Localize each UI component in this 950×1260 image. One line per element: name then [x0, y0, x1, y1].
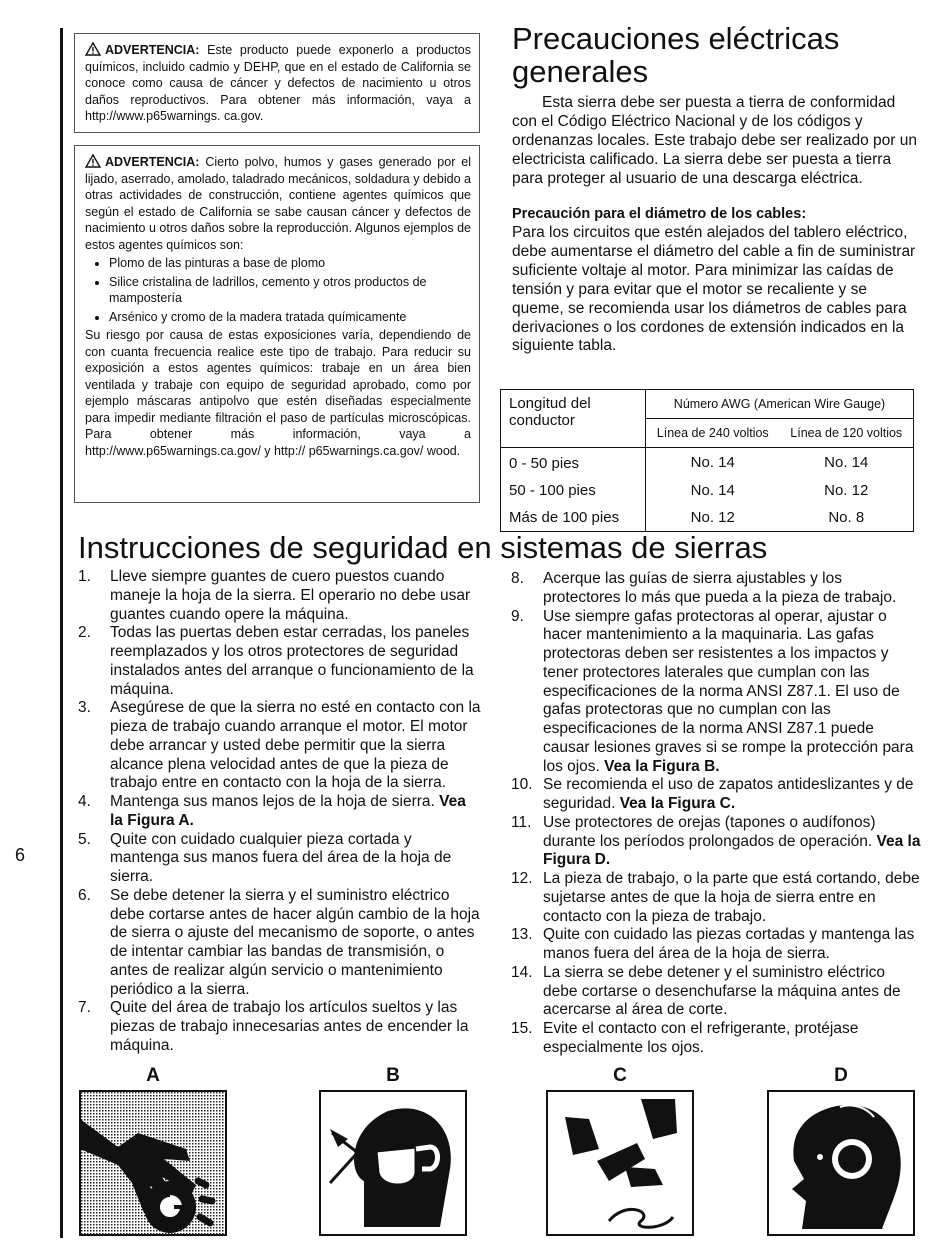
- item-text: Quite del área de trabajo los artículos sueltos y las piezas de trabajo innecesarias antes de encender la máquina.: [110, 999, 469, 1054]
- list-item: [78, 999, 483, 1055]
- warning-text: Cierto polvo, humos y gases generado por el lijado, aserrado, amolado, taladrado mecánicos, soldadura y debido a otras actividades de construcción, contiene agentes químicos que según el estado de California se sabe causan cáncer y defectos de nacimiento u otros daños sobre la reproducción. Algunos ejemplos de estos agentes químicos son:: [85, 155, 471, 252]
- warning-closing-text: Su riesgo por causa de estas exposiciones varía, dependiendo de con cuanta frecuencia realice este tipo de trabajo. Para reducir su exposición a estos agentes químicos: trabaje en un área bien ventilada y trabaje con equipo de seguridad aprobado, como por ejemplo máscaras antipolvo que estén diseñadas especialmente para impedir mediante filtración el paso de partículas microscópicas. Para obtener más información, vaya a http://www.p65warnings.ca.gov/ y http:// p65warnings.ca.gov/ wood.: [85, 328, 471, 458]
- item-number: 6.: [78, 886, 91, 904]
- chemical-list: [85, 255, 471, 325]
- item-text: Acerque las guías de sierra ajustables y los protectores lo más que pueda a la pieza de trabajo.: [543, 570, 897, 606]
- list-item: [511, 608, 921, 777]
- safety-list-left: [78, 568, 483, 1056]
- item-number: 12.: [511, 870, 533, 887]
- item-number: 11.: [511, 813, 532, 831]
- list-item: [511, 926, 921, 964]
- cell-240: No. 14: [690, 454, 735, 471]
- item-number: 4.: [78, 793, 91, 810]
- item-text: Se recomienda el uso de zapatos antideslizantes y de seguridad. Vea la Figura C.: [543, 776, 914, 812]
- figure-c: [545, 1065, 695, 1237]
- item-text: Lleve siempre guantes de cuero puestos cuando maneje la hoja de la sierra. El operario no debe usar guantes cuando opere la máquina.: [110, 568, 471, 623]
- item-number: 14.: [511, 963, 533, 981]
- table-header-240: Línea de 240 voltios: [646, 419, 780, 448]
- cell-240: No. 14: [690, 482, 735, 499]
- item-number: 3.: [78, 699, 91, 717]
- cell-120: No. 12: [780, 477, 914, 504]
- section-title-electrical: Precauciones eléctricas generales: [512, 21, 840, 90]
- item-number: 1.: [78, 568, 91, 585]
- item-text: La sierra se debe detener y el suministro eléctrico debe cortarse o desenchufarse la máquina antes de acercarse al área de corte.: [543, 963, 901, 1019]
- list-item: [511, 870, 921, 926]
- item-text: Use siempre gafas protectoras al operar, ajustar o hacer mantenimiento a la maquinaria. Las gafas protectoras deben ser resistentes a los impactos y tener protectores laterales que cumplan con las especificaciones de la norma ANSI Z87.1. El uso de gafas protectoras que no cumplan con las especificaciones de la norma ANSI Z87.1 puede causar lesiones graves si se rompe la protección para los ojos. Vea la Figura B.: [543, 607, 914, 775]
- figure-label: B: [386, 1065, 400, 1086]
- safety-glasses-icon: [318, 1089, 468, 1237]
- warning-triangle-icon: [85, 42, 101, 56]
- figure-label: D: [834, 1065, 848, 1086]
- item-text: Asegúrese de que la sierra no esté en contacto con la pieza de trabajo cuando arranque el motor. El motor debe arrancar y usted debe permitir que la sierra alcance plena velocidad antes de que la pieza de trabajo entre en contacto con la hoja de la sierra.: [110, 699, 481, 792]
- safety-list-right: [511, 570, 921, 1058]
- figure-label: C: [613, 1065, 627, 1086]
- page-number: 6: [15, 845, 26, 865]
- item-number: 8.: [511, 570, 524, 587]
- figure-a: [78, 1065, 228, 1237]
- list-item: [78, 699, 483, 793]
- item-text: Todas las puertas deben estar cerradas, los paneles reemplazados y los otros protectores de seguridad instalados antes del arranque o funcionamiento de la máquina.: [110, 624, 474, 698]
- item-number: 5.: [78, 830, 91, 848]
- cable-paragraph: Para los circuitos que estén alejados del tablero eléctrico, debe aumentarse el diámetro del cable a fin de suministrar suficiente voltaje al motor. Para minimizar las caídas de tensión y para evitar que el motor se recaliente y se queme, se recomienda usar los diámetros de cables para derivaciones o los cordones de extensión indicados en la siguiente tabla.: [512, 224, 916, 355]
- warning-text: Este producto puede exponerlo a productos químicos, incluido cadmio y DEHP, que en el estado de California se conoce como causa de cáncer y defectos de nacimiento u otros daños reproductivos. Para obtener más información, vaya a http://www.p65warnings. ca.gov.: [85, 43, 471, 123]
- item-text: Use protectores de orejas (tapones o audífonos) durante los períodos prolongados de operación. Vea la Figura D.: [543, 813, 921, 869]
- cell-120: No. 8: [780, 504, 914, 532]
- section-title-safety: Instrucciones de seguridad en sistemas de sierras: [78, 530, 768, 565]
- warning-label: ADVERTENCIA:: [105, 155, 200, 169]
- table-row: [501, 504, 914, 532]
- list-item: • Silice cristalina de ladrillos, cemento y otros productos de mampostería: [109, 274, 471, 307]
- list-item: [511, 776, 921, 814]
- list-item: [78, 831, 483, 887]
- table-row: [501, 448, 914, 478]
- list-item: • Arsénico y cromo de la madera tratada químicamente: [109, 309, 471, 326]
- margin-rule: [60, 28, 63, 1238]
- list-item: [511, 814, 921, 870]
- hand-near-blade-icon: [78, 1089, 228, 1237]
- cell-240: No. 12: [646, 504, 780, 532]
- figure-label: A: [146, 1065, 160, 1086]
- warning-box-cadmium: [74, 33, 480, 133]
- figure-b: [318, 1065, 468, 1237]
- item-text: Quite con cuidado las piezas cortadas y mantenga las manos fuera del área de la hoja de sierra.: [543, 926, 915, 962]
- table-header-length: Longitud del conductor: [501, 390, 646, 448]
- list-item: [511, 1020, 921, 1058]
- item-text: Quite con cuidado cualquier pieza cortada y mantenga sus manos fuera del área de la hoja de sierra.: [110, 830, 452, 885]
- table-row: [501, 477, 914, 504]
- slip-resistant-shoes-icon: [545, 1089, 695, 1237]
- list-item: • Plomo de las pinturas a base de plomo: [109, 255, 471, 272]
- list-item: [511, 570, 921, 608]
- list-item: [78, 624, 483, 699]
- cell-length: 0 - 50 pies: [501, 448, 646, 478]
- item-text: La pieza de trabajo, o la parte que está cortando, debe sujetarse antes de que la hoja de sierra entre en contacto con la pieza de trabajo.: [543, 870, 920, 925]
- item-text: Se debe detener la sierra y el suministro eléctrico debe cortarse antes de hacer algún cambio de la hoja de sierra o ajuste del mecanismo de soporte, o antes de intentar cambiar las bandas de transmisión, o antes de realizar algún servicio o mantenimiento periódico a la sierra.: [110, 886, 480, 998]
- list-item: [511, 964, 921, 1020]
- awg-table: [500, 389, 914, 532]
- table-header-awg: Número AWG (American Wire Gauge): [646, 390, 914, 419]
- cell-length: 50 - 100 pies: [501, 477, 646, 504]
- cell-length: Más de 100 pies: [501, 504, 646, 532]
- item-number: 15.: [511, 1020, 533, 1037]
- item-text: Mantenga sus manos lejos de la hoja de sierra. Vea la Figura A.: [110, 793, 466, 829]
- electrical-paragraph: Esta sierra debe ser puesta a tierra de conformidad con el Código Eléctrico Nacional y de los códigos y ordenanzas locales. Este trabajo debe ser realizado por un electricista calificado. La sierra debe ser puesta a tierra para proteger al usuario de una descarga eléctrica.: [512, 94, 917, 187]
- item-number: 9.: [511, 607, 524, 625]
- cell-120: No. 14: [780, 448, 914, 478]
- list-item: [78, 568, 483, 624]
- table-header-120: Línea de 120 voltios: [780, 419, 914, 448]
- figure-d: [766, 1065, 916, 1237]
- list-item: [78, 887, 483, 1000]
- item-number: 10.: [511, 776, 533, 794]
- warning-triangle-icon: [85, 154, 101, 168]
- item-number: 2.: [78, 624, 91, 642]
- item-number: 7.: [78, 999, 91, 1017]
- item-text: Evite el contacto con el refrigerante, protéjase especialmente los ojos.: [543, 1020, 859, 1056]
- list-item: [78, 793, 483, 831]
- cable-heading: Precaución para el diámetro de los cables:: [512, 206, 807, 222]
- ear-protection-icon: [766, 1089, 916, 1237]
- warning-box-dust: [74, 145, 480, 503]
- item-number: 13.: [511, 926, 533, 944]
- warning-label: ADVERTENCIA:: [105, 43, 200, 57]
